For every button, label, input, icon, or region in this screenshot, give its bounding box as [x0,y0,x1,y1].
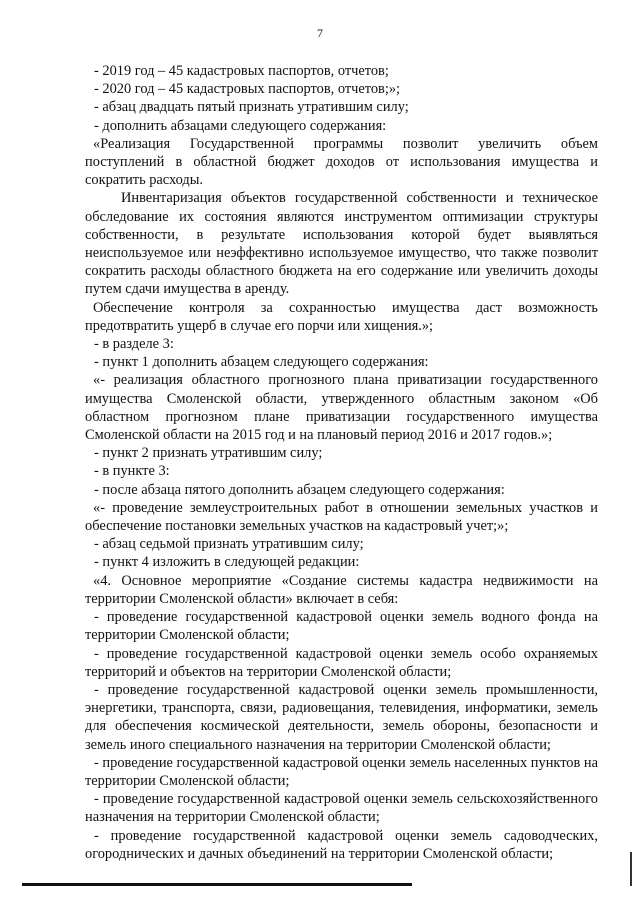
paragraph: - 2019 год – 45 кадастровых паспортов, отчетов; [94,63,389,79]
paragraph: - проведение государственной кадастровой оценки земель особо охраняемых территорий и объектов на территории Смоленской области; [85,645,598,680]
paragraph: - пункт 1 дополнить абзацем следующего содержания: [94,354,429,371]
paragraph: - в разделе 3: [94,336,174,353]
document-body [85,62,598,863]
paragraph: - проведение государственной кадастровой оценки земель населенных пунктов на территории Смоленской области; [85,754,598,789]
paragraph: - абзац двадцать пятый признать утратившим силу; [94,99,409,116]
page-number: 7 [317,26,323,40]
paragraph: «- проведение землеустроительных работ в отношении земельных участков и обеспечение постановки земельных участков на кадастровый учет;»; [85,499,598,535]
paragraph: - в пункте 3: [94,463,170,480]
paragraph: - проведение государственной кадастровой оценки земель сельскохозяйственного назначения на территории Смоленской области; [85,791,598,826]
paragraph: «- реализация областного прогнозного плана приватизации государственного имущества Смоленской области, утвержденного областным законом «Об областном прогнозном плане приватизации государственного имущества Смоленской области на 2015 год и на плановый период 2016 и 2017 годов.»; [85,372,598,444]
scan-bottom-rule [22,883,412,886]
paragraph: - проведение государственной кадастровой оценки земель промышленности, энергетики, транспорта, связи, радиовещания, телевидения, информатики, земель для обеспечения космической деятельности, земель обороны, безопасности и земель иного специального назначения на территории Смоленской области; [85,681,598,753]
paragraph: Инвентаризация объектов государственной собственности и техническое обследование их состояния являются инструментом оптимизации структуры собственности, в результате использования которой будет выявляться неиспользуемое или неэффективно используемое имущество, что также позволит сократить расходы областного бюджета на его содержание или увеличить доходы путем сдачи имущества в аренду. [85,190,598,298]
paragraph: - 2020 год – 45 кадастровых паспортов, отчетов;»; [94,81,401,98]
paragraph: - проведение государственной кадастровой оценки земель садоводческих, огороднических и дачных объединений на территории Смоленской области; [85,827,598,862]
paragraph: Обеспечение контроля за сохранностью имущества даст возможность предотвратить ущерб в случае его порчи или хищения.»; [85,299,598,334]
paragraph: - проведение государственной кадастровой оценки земель водного фонда на территории Смоленской области; [85,609,598,644]
paragraph: «4. Основное мероприятие «Создание системы кадастра недвижимости на территории Смоленской области» включает в себя: [85,572,598,607]
paragraph: - дополнить абзацами следующего содержания: [94,117,387,134]
paragraph: - после абзаца пятого дополнить абзацем следующего содержания: [94,481,505,498]
paragraph: - абзац седьмой признать утратившим силу; [94,536,364,553]
paragraph: - пункт 4 изложить в следующей редакции: [94,554,360,571]
paragraph: - пункт 2 признать утратившим силу; [94,445,323,462]
paragraph: «Реализация Государственной программы позволит увеличить объем поступлений в областной бюджет доходов от использования имущества и сократить расходы. [85,135,598,189]
scan-edge-mark [630,852,632,886]
